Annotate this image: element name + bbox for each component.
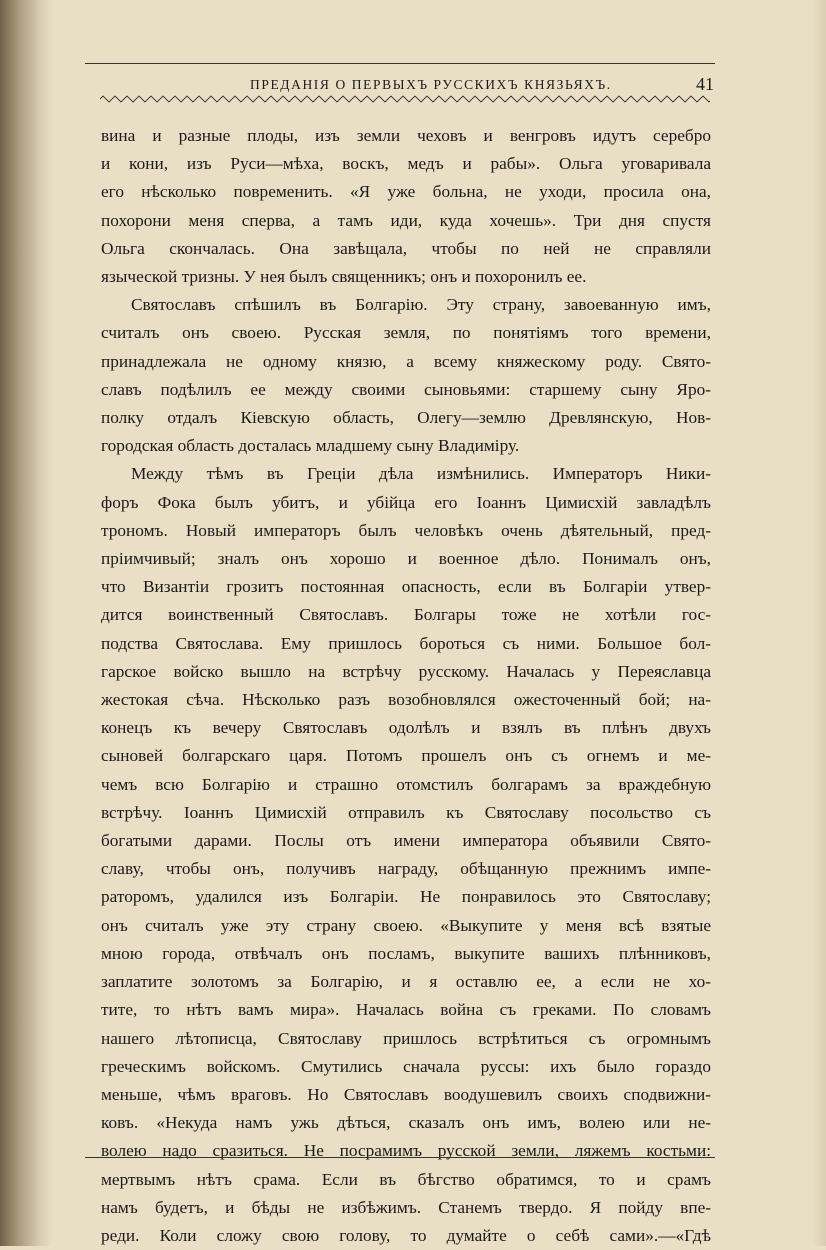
- text-line: раторомъ, удалился изъ Болгаріи. Не понравилось это Святославу;: [101, 887, 711, 907]
- book-binding-shadow: [0, 0, 52, 1246]
- running-title: ПРЕДАНІЯ О ПЕРВЫХЪ РУССКИХЪ КНЯЗЬЯХЪ.: [250, 77, 612, 92]
- text-line: ковъ. «Некуда намъ ужь дѣться, сказалъ онъ имъ, волею или не-: [101, 1113, 711, 1133]
- text-line: Ольга скончалась. Она завѣщала, чтобы по ней не справляли: [101, 238, 711, 258]
- text-line: мертвымъ нѣтъ срама. Если въ бѣгство обратимся, то и срамъ: [101, 1169, 711, 1189]
- text-line: волею надо сразиться. Не посрамимъ русской земли, ляжемъ костьми:: [101, 1141, 711, 1161]
- page-edge: [812, 0, 826, 1246]
- text-line: пріимчивый; зналъ онъ хорошо и военное дѣло. Понималъ онъ,: [101, 549, 711, 569]
- text-line: реди. Коли сложу свою голову, то думайте о себѣ сами».—«Гдѣ: [101, 1225, 711, 1245]
- text-line: тите, то нѣтъ вамъ мира». Началась война съ греками. По словамъ: [101, 1000, 711, 1020]
- text-line: вина и разные плоды, изъ земли чеховъ и венгровъ идутъ серебро: [101, 126, 711, 145]
- text-line: городская область досталась младшему сыну Владиміру.: [101, 436, 520, 456]
- text-line: онъ считалъ уже эту страну своею. «Выкупите у меня всѣ взятые: [101, 915, 711, 935]
- text-line: гарское войско вышло на встрѣчу русскому. Началась у Переяславца: [101, 661, 711, 681]
- decorative-wavy-rule: [100, 95, 710, 103]
- paragraph-start-line: Святославъ спѣшилъ въ Болгарію. Эту страну, завоеванную имъ,: [131, 295, 711, 315]
- text-line: встрѣчу. Іоаннъ Цимисхій отправилъ къ Святославу посольство съ: [101, 802, 711, 822]
- text-line: меньше, чѣмъ враговъ. Но Святославъ воодушевилъ своихъ сподвижни-: [101, 1084, 711, 1104]
- text-line: сыновей болгарскаго царя. Потомъ прошелъ онъ съ огнемъ и ме-: [101, 746, 711, 766]
- text-line: мною города, отвѣчалъ онъ посламъ, выкупите вашихъ плѣнниковъ,: [101, 943, 711, 963]
- text-line: считалъ онъ своею. Русская земля, по понятіямъ того времени,: [101, 323, 711, 343]
- body-text: [101, 122, 711, 1250]
- text-line: трономъ. Новый императоръ былъ человѣкъ очень дѣятельный, пред-: [101, 520, 711, 540]
- paragraph-start-line: Между тѣмъ въ Греціи дѣла измѣнились. Императоръ Ники-: [131, 464, 711, 484]
- text-line: и кони, изъ Руси—мѣха, воскъ, медъ и рабы». Ольга уговаривала: [101, 154, 711, 174]
- text-line: принадлежала не одному князю, а всему княжескому роду. Свято-: [101, 351, 711, 371]
- text-line: форъ Фока былъ убитъ, и убійца его Іоаннъ Цимисхій завладѣлъ: [101, 492, 711, 512]
- text-line: языческой тризны. У нея былъ священникъ; онъ и похоронилъ ее.: [101, 267, 587, 287]
- text-line: подства Святослава. Ему пришлось бороться съ ними. Большое бол-: [101, 633, 711, 653]
- text-line: намъ будетъ, и бѣды не избѣжимъ. Станемъ твердо. Я пойду впе-: [101, 1197, 711, 1217]
- text-line: похорони меня сперва, а тамъ иди, куда хочешь». Три дня спустя: [101, 210, 711, 230]
- header-rule: [85, 63, 715, 64]
- text-line: греческимъ войскомъ. Смутились сначала руссы: ихъ было гораздо: [101, 1056, 711, 1076]
- text-line: заплатите золотомъ за Болгарію, и я оставлю ее, а если не хо-: [101, 972, 711, 992]
- text-line: дится воинственный Святославъ. Болгары тоже не хотѣли гос-: [101, 605, 711, 625]
- text-line: конецъ къ вечеру Святославъ одолѣлъ и взялъ въ плѣнъ двухъ: [101, 718, 711, 738]
- text-line: богатыми дарами. Послы отъ имени императора объявили Свято-: [101, 831, 711, 851]
- text-line: его нѣсколько повременить. «Я уже больна, не уходи, просила она,: [101, 182, 711, 202]
- text-line: чемъ всю Болгарію и страшно отомстилъ болгарамъ за враждебную: [101, 774, 711, 794]
- text-line: славъ подѣлилъ ее между своими сыновьями: старшему сыну Яро-: [101, 379, 711, 399]
- text-line: славу, чтобы онъ, получивъ награду, обѣщанную прежнимъ импе-: [101, 859, 711, 879]
- page-number: 41: [696, 74, 714, 94]
- text-line: полку отдалъ Кіевскую область, Олегу—землю Древлянскую, Нов-: [101, 408, 711, 428]
- text-line: жестокая сѣча. Нѣсколько разъ возобновлялся ожесточенный бой; на-: [101, 690, 711, 710]
- text-line: что Византіи грозитъ постоянная опасность, если въ Болгаріи утвер-: [101, 577, 711, 597]
- text-line: нашего лѣтописца, Святославу пришлось встрѣтиться съ огромнымъ: [101, 1028, 711, 1048]
- footer-rule: [85, 1157, 715, 1158]
